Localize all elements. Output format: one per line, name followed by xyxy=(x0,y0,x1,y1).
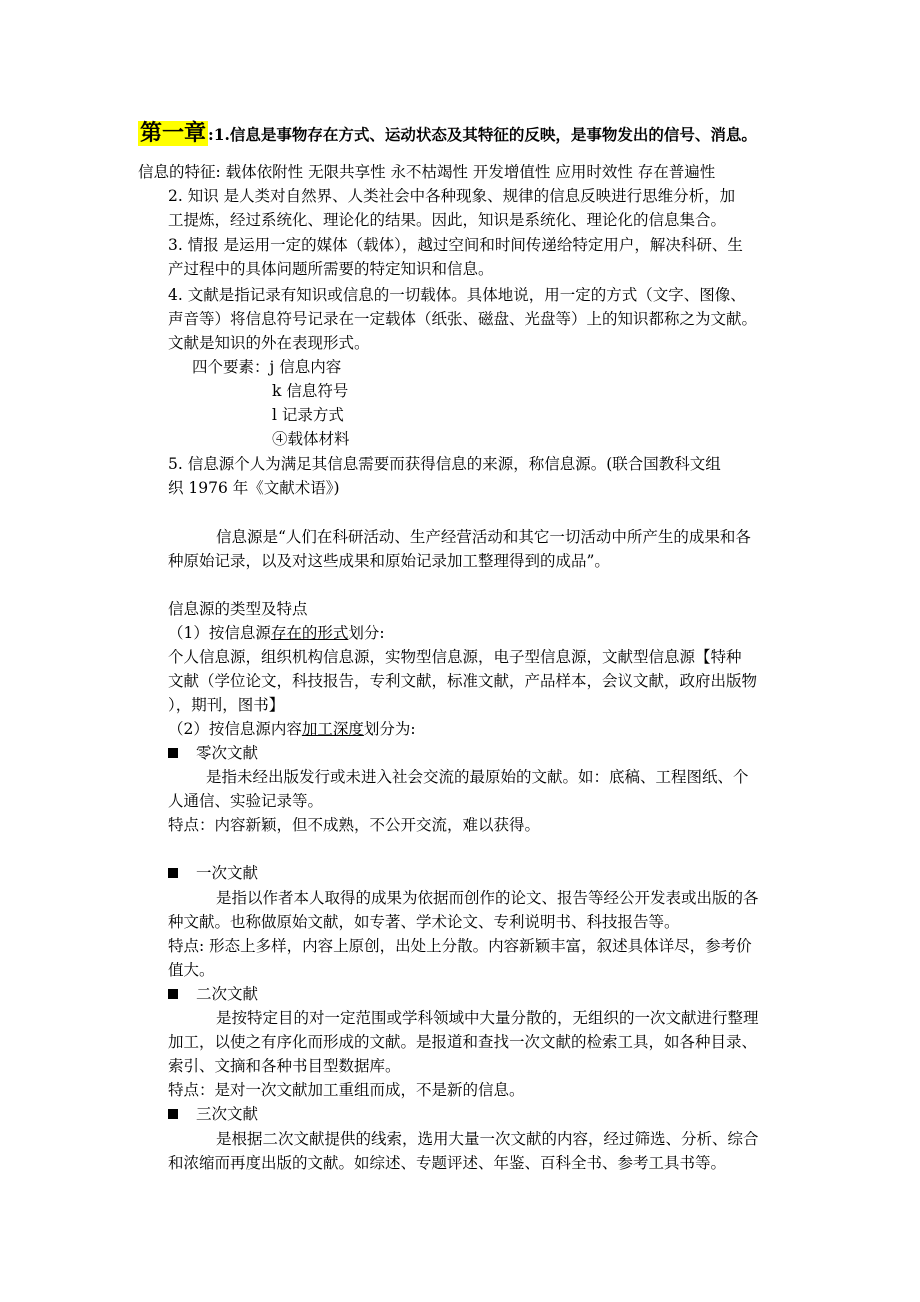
second-desc-2: 加工，以使之有序化而形成的文献。是报道和查找一次文献的检索工具，如各种目录、 xyxy=(168,1033,758,1051)
info-source-quote-1: 信息源是“人们在科研活动、生产经营活动和其它一切活动中所产生的成果和各 xyxy=(216,528,751,546)
by-form-line xyxy=(168,621,385,645)
first-title: 一次文献 xyxy=(196,864,259,882)
chapter-heading-line xyxy=(138,122,757,147)
square-bullet-icon xyxy=(168,989,178,999)
by-depth-line xyxy=(168,717,416,741)
zero-heading xyxy=(168,741,258,765)
elements-item-4: ④载体材料 xyxy=(272,430,350,448)
second-heading xyxy=(168,982,258,1006)
first-feature-2: 值大。 xyxy=(168,961,215,979)
third-title: 三次文献 xyxy=(196,1105,259,1123)
zero-desc-1: 是指未经出版发行或未进入社会交流的最原始的文献。如：底稿、工程图纸、个 xyxy=(206,768,749,786)
form-list-line-3: ），期刊，图书】 xyxy=(168,696,285,714)
form-list-line-1: 个人信息源，组织机构信息源，实物型信息源，电子型信息源，文献型信息源【特种 xyxy=(168,648,742,666)
second-title: 二次文献 xyxy=(196,985,259,1003)
by-form-underlined: 存在的形式 xyxy=(270,624,349,642)
form-list-line-2: 文献（学位论文，科技报告，专利文献，标准文献，产品样本，会议文献，政府出版物 xyxy=(168,672,758,690)
third-heading xyxy=(168,1102,258,1126)
by-depth-underlined: 加工深度 xyxy=(301,720,364,738)
square-bullet-icon xyxy=(168,748,178,758)
elements-item-2: k 信息符号 xyxy=(272,382,349,400)
by-depth-post: 划分为: xyxy=(363,720,416,738)
by-depth-pre: （2）按信息源内容 xyxy=(168,720,302,738)
intelligence-line-2: 产过程中的具体问题所需要的特定知识和信息。 xyxy=(168,260,494,278)
first-desc-1: 是指以作者本人取得的成果为依据而创作的论文、报告等经公开发表或出版的各 xyxy=(216,889,759,907)
intelligence-line-1: 3. 情报 是运用一定的媒体（载体），越过空间和时间传递给特定用户，解决科研、生 xyxy=(168,236,743,254)
zero-feature: 特点：内容新颖，但不成熟，不公开交流，难以获得。 xyxy=(168,816,541,834)
elements-item-3: l 记录方式 xyxy=(272,406,344,424)
chapter-title: 第一章 xyxy=(140,121,207,146)
second-desc-1: 是按特定目的对一定范围或学科领域中大量分散的，无组织的一次文献进行整理 xyxy=(216,1009,759,1027)
info-source-quote-2: 种原始记录，以及对这些成果和原始记录加工整理得到的成品”。 xyxy=(168,552,610,570)
elements-label: 四个要素：j 信息内容 xyxy=(192,358,342,376)
document-def-line-2: 声音等）将信息符号记录在一定载体（纸张、磁盘、光盘等）上的知识都称之为文献。 xyxy=(168,310,758,328)
first-heading xyxy=(168,861,258,885)
zero-desc-2: 人通信、实验记录等。 xyxy=(168,792,324,810)
knowledge-line-1: 2. 知识 是人类对自然界、人类社会中各种现象、规律的信息反映进行思维分析，加 xyxy=(168,187,736,205)
third-desc-1: 是根据二次文献提供的线索，选用大量一次文献的内容，经过筛选、分析、综合 xyxy=(216,1130,759,1148)
first-feature-1: 特点: 形态上多样，内容上原创，出处上分散。内容新颖丰富，叙述具体详尽，参考价 xyxy=(168,937,752,955)
item-1-information: :1.信息是事物存在方式、运动状态及其特征的反映，是事物发出的信号、消息。 xyxy=(208,125,757,144)
by-form-post: 划分: xyxy=(348,624,385,642)
document-def-line-1: 4. 文献是指记录有知识或信息的一切载体。具体地说，用一定的方式（文字、图像、 xyxy=(168,286,746,304)
second-desc-3: 索引、文摘和各种书目型数据库。 xyxy=(168,1057,401,1075)
third-desc-2: 和浓缩而再度出版的文献。如综述、专题评述、年鉴、百科全书、参考工具书等。 xyxy=(168,1154,727,1172)
document-def-line-3: 文献是知识的外在表现形式。 xyxy=(168,334,370,352)
zero-title: 零次文献 xyxy=(196,744,259,762)
by-form-pre: （1）按信息源 xyxy=(168,624,271,642)
info-source-line-1: 5. 信息源个人为满足其信息需要而获得信息的来源，称信息源。(联合国教科文组 xyxy=(168,455,721,473)
square-bullet-icon xyxy=(168,868,178,878)
information-features: 信息的特征: 载体依附性 无限共享性 永不枯竭性 开发增值性 应用时效性 存在普遍性 xyxy=(138,163,716,181)
types-heading: 信息源的类型及特点 xyxy=(168,600,308,618)
first-desc-2: 种文献。也称做原始文献，如专著、学术论文、专利说明书、科技报告等。 xyxy=(168,913,680,931)
info-source-line-2: 织 1976 年《文献术语》) xyxy=(168,479,340,497)
square-bullet-icon xyxy=(168,1109,178,1119)
second-feature: 特点：是对一次文献加工重组而成，不是新的信息。 xyxy=(168,1081,525,1099)
knowledge-line-2: 工提炼，经过系统化、理论化的结果。因此，知识是系统化、理论化的信息集合。 xyxy=(168,211,727,229)
